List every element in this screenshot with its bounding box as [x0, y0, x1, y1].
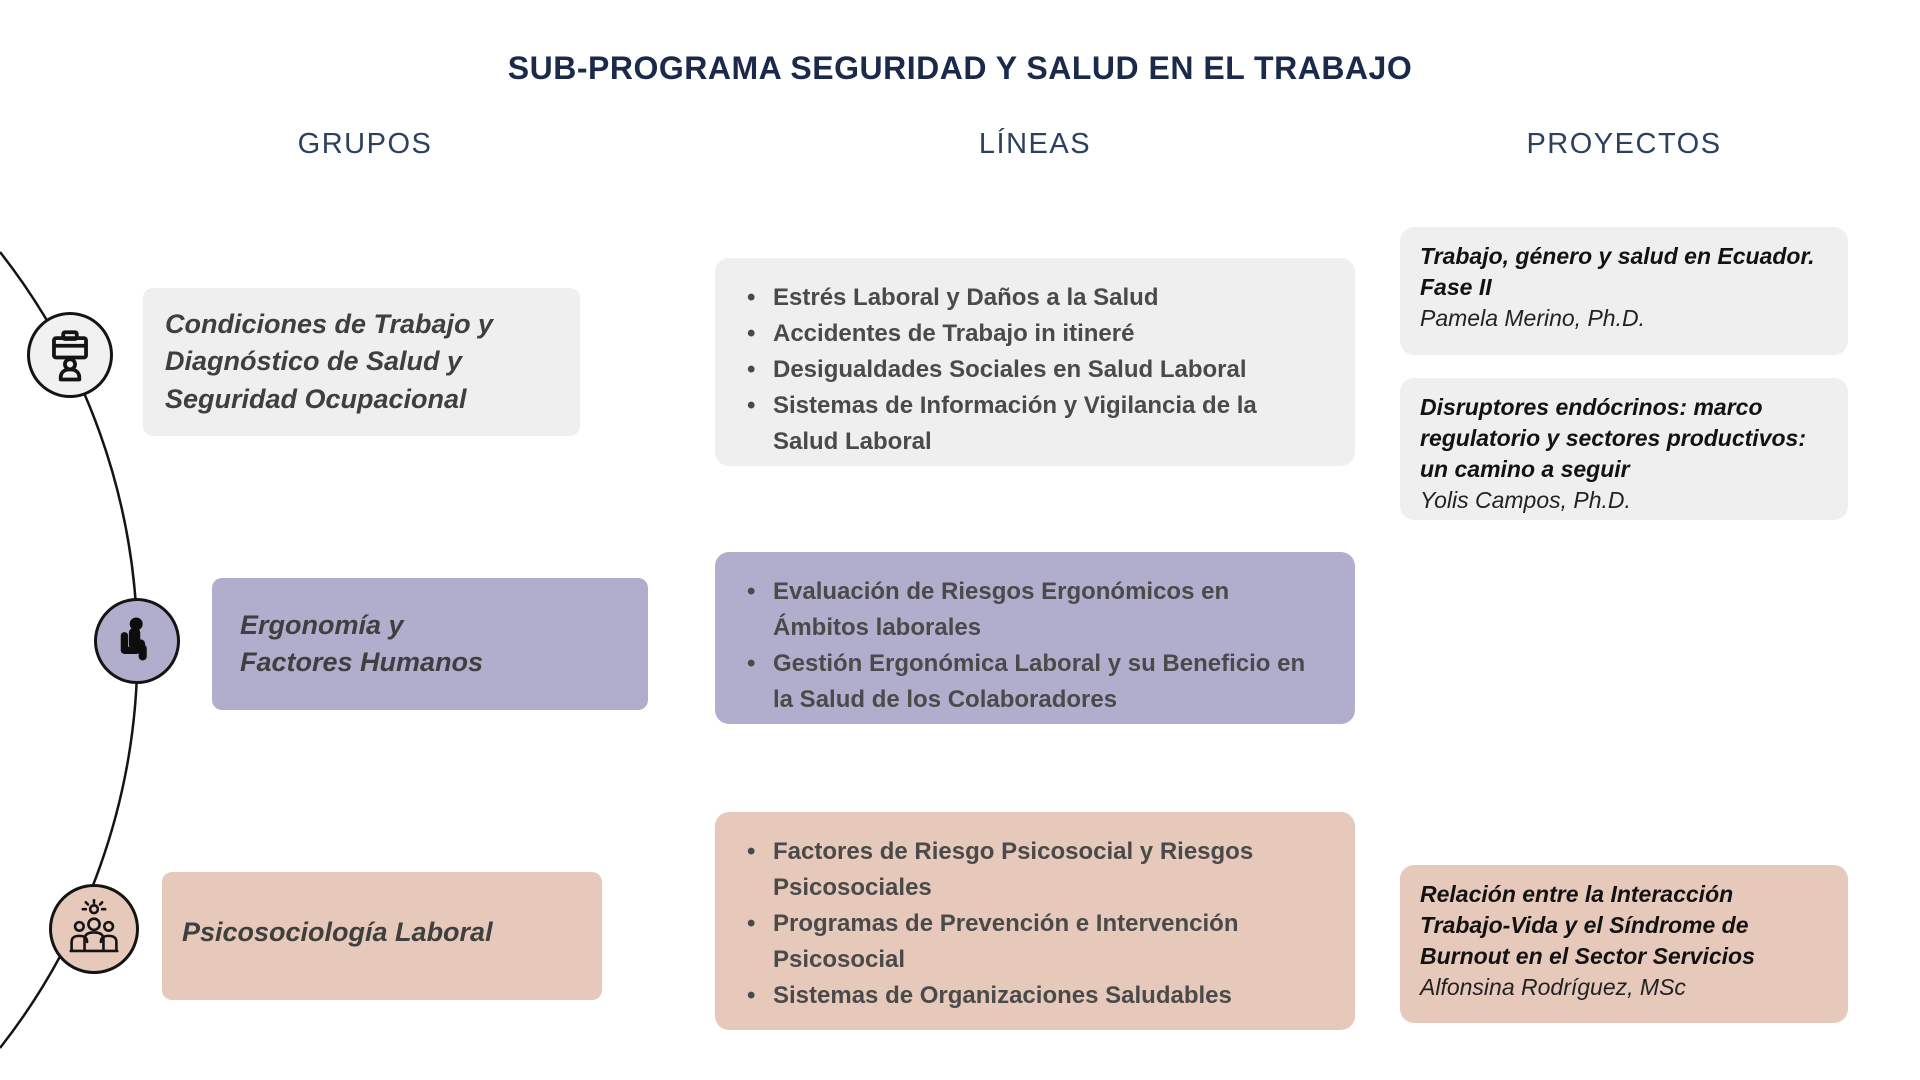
column-header-lineas: LÍNEAS [978, 128, 1092, 160]
group3-title: Psicosociología Laboral [182, 917, 493, 948]
group1-title: Condiciones de Trabajo y Diagnóstico de Salud y Seguridad Ocupacional [165, 309, 494, 414]
group-box-ergonomia [212, 578, 648, 710]
project-box-trabajo-genero [1400, 227, 1848, 355]
line-item: • Accidentes de Trabajo in itineré [741, 316, 1313, 352]
group2-title: Ergonomía y Factores Humanos [240, 609, 484, 677]
line-item: • Sistemas de Información y Vigilancia de la Salud Laboral [741, 388, 1313, 460]
lines-list [741, 834, 1313, 1014]
seated-person-icon [111, 615, 163, 667]
project-box-disruptores [1400, 378, 1848, 520]
page-title: SUB-PROGRAMA SEGURIDAD Y SALUD EN EL TRABAJO [507, 50, 1413, 86]
lines-box-psicosociologia [715, 812, 1355, 1030]
briefcase-person-icon [43, 328, 97, 382]
line-item: • Gestión Ergonómica Laboral y su Beneficio en la Salud de los Colaboradores [741, 646, 1313, 718]
lines-list [741, 280, 1313, 460]
group2-icon-circle [94, 598, 180, 684]
project-author: Yolis Campos, Ph.D. [1420, 487, 1631, 513]
column-header-proyectos: PROYECTOS [1526, 128, 1722, 160]
lines-box-condiciones [715, 258, 1355, 466]
group-box-condiciones [143, 288, 580, 436]
project-box-burnout [1400, 865, 1848, 1023]
group1-icon-circle [27, 312, 113, 398]
project-author: Alfonsina Rodríguez, MSc [1420, 974, 1686, 1000]
people-group-icon [63, 898, 125, 960]
line-item: • Factores de Riesgo Psicosocial y Riesgos Psicosociales [741, 834, 1313, 906]
group3-icon-circle [49, 884, 139, 974]
line-item: • Programas de Prevención e Intervención Psicosocial [741, 906, 1313, 978]
line-item: • Desigualdades Sociales en Salud Laboral [741, 352, 1313, 388]
line-item: • Estrés Laboral y Daños a la Salud [741, 280, 1313, 316]
project-title: Relación entre la Interacción Trabajo-Vida y el Síndrome de Burnout en el Sector Servicios [1420, 881, 1755, 969]
project-title: Trabajo, género y salud en Ecuador. Fase II [1420, 243, 1815, 300]
lines-box-ergonomia [715, 552, 1355, 724]
project-author: Pamela Merino, Ph.D. [1420, 305, 1645, 331]
group-box-psicosociologia [162, 872, 602, 1000]
project-title: Disruptores endócrinos: marco regulatorio y sectores productivos: un camino a seguir [1420, 394, 1806, 482]
lines-list [741, 574, 1313, 718]
column-header-grupos: GRUPOS [297, 128, 433, 160]
line-item: • Evaluación de Riesgos Ergonómicos en Ámbitos laborales [741, 574, 1313, 646]
line-item: • Sistemas de Organizaciones Saludables [741, 978, 1313, 1014]
